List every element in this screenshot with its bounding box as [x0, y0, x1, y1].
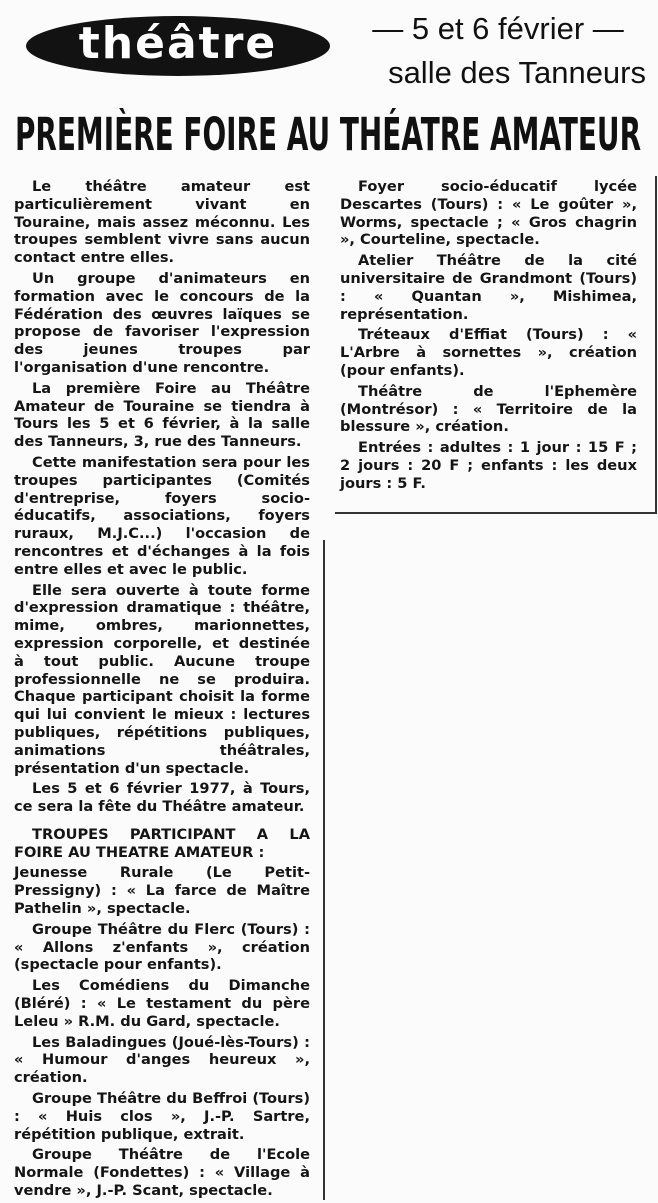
right-column [340, 178, 637, 496]
section-heading: TROUPES PARTICIPANT A LA FOIRE AU THEATRE AMATEUR : [14, 825, 310, 861]
troupe-entry: Les Comédiens du Dimanche (Bléré) : « Le testament du père Leleu » R.M. du Gard, spectacle. [14, 977, 310, 1030]
paragraph: Le théâtre amateur est particulièrement vivant en Touraine, mais assez méconnu. Les troupes semblent vivre sans aucun contact entre elles. [14, 178, 310, 267]
troupe-entry: Atelier Théâtre de la cité universitaire de Grandmont (Tours) : « Quantan », Mishimea, représentation. [340, 252, 637, 323]
troupe-entry: Groupe Théâtre du Flerc (Tours) : « Allons z'enfants », création (spectacle pour enfants). [14, 920, 310, 974]
theatre-logo [26, 16, 330, 76]
paragraph: Elle sera ouverte à toute forme d'expression dramatique : théâtre, mime, ombres, marionnettes, expression corporelle, et destinée à tout public. Aucune troupe professionnelle ne se produira. Chaque participant choisit la forme qui lui convient le mieux : lectures publiques, répétitions publiques, animations théâtrales, présentation d'un spectacle. [14, 581, 310, 777]
right-border [655, 176, 657, 514]
event-dates: — 5 et 6 février — [372, 11, 624, 46]
column-divider [323, 540, 325, 1200]
paragraph: La première Foire au Théâtre Amateur de Touraine se tiendra à Tours les 5 et 6 février, à la salle des Tanneurs, 3, rue des Tanneurs. [14, 379, 310, 451]
admission-prices: Entrées : adultes : 1 jour : 15 F ; 2 jours : 20 F ; enfants : les deux jours : 5 F. [340, 439, 637, 492]
paragraph: Cette manifestation sera pour les troupes participantes (Comités d'entreprise, foyers socio-éducatifs, associations, foyers ruraux, M.J.C...) l'occasion de rencontres et d'échanges à la fois entre elles et avec le public. [14, 453, 310, 578]
article-headline: PREMIÈRE FOIRE AU THÉATRE AMATEUR [14, 107, 642, 161]
troupe-entry: Tréteaux d'Effiat (Tours) : « L'Arbre à sornettes », création (pour enfants). [340, 326, 637, 379]
troupe-entry: Théâtre de l'Ephemère (Montrésor) : « Territoire de la blessure », création. [340, 382, 637, 436]
paragraph: Les 5 et 6 février 1977, à Tours, ce sera la fête du Théâtre amateur. [14, 780, 310, 816]
troupe-entry: Les Baladingues (Joué-lès-Tours) : « Humour d'anges heureux », création. [14, 1033, 310, 1087]
paragraph: Un groupe d'animateurs en formation avec le concours de la Fédération des œuvres laïques se propose de favoriser l'expression des jeunes troupes par l'organisation d'une rencontre. [14, 269, 310, 376]
section-divider [335, 512, 657, 514]
logo-text: théâtre [78, 18, 278, 69]
left-column [14, 178, 310, 1203]
event-venue: salle des Tanneurs [388, 55, 646, 90]
troupe-entry: Foyer socio-éducatif lycée Descartes (Tours) : « Le goûter », Worms, spectacle ; « Gros chagrin », Courteline, spectacle. [340, 178, 637, 249]
troupe-entry: Jeunesse Rurale (Le Petit-Pressigny) : « La farce de Maître Pathelin », spectacle. [14, 864, 310, 918]
troupe-entry: Groupe Théâtre de l'Ecole Normale (Fondettes) : « Village à vendre », J.-P. Scant, spectacle. [14, 1146, 310, 1200]
troupe-entry: Groupe Théâtre du Beffroi (Tours) : « Huis clos », J.-P. Sartre, répétition publique, extrait. [14, 1090, 310, 1143]
